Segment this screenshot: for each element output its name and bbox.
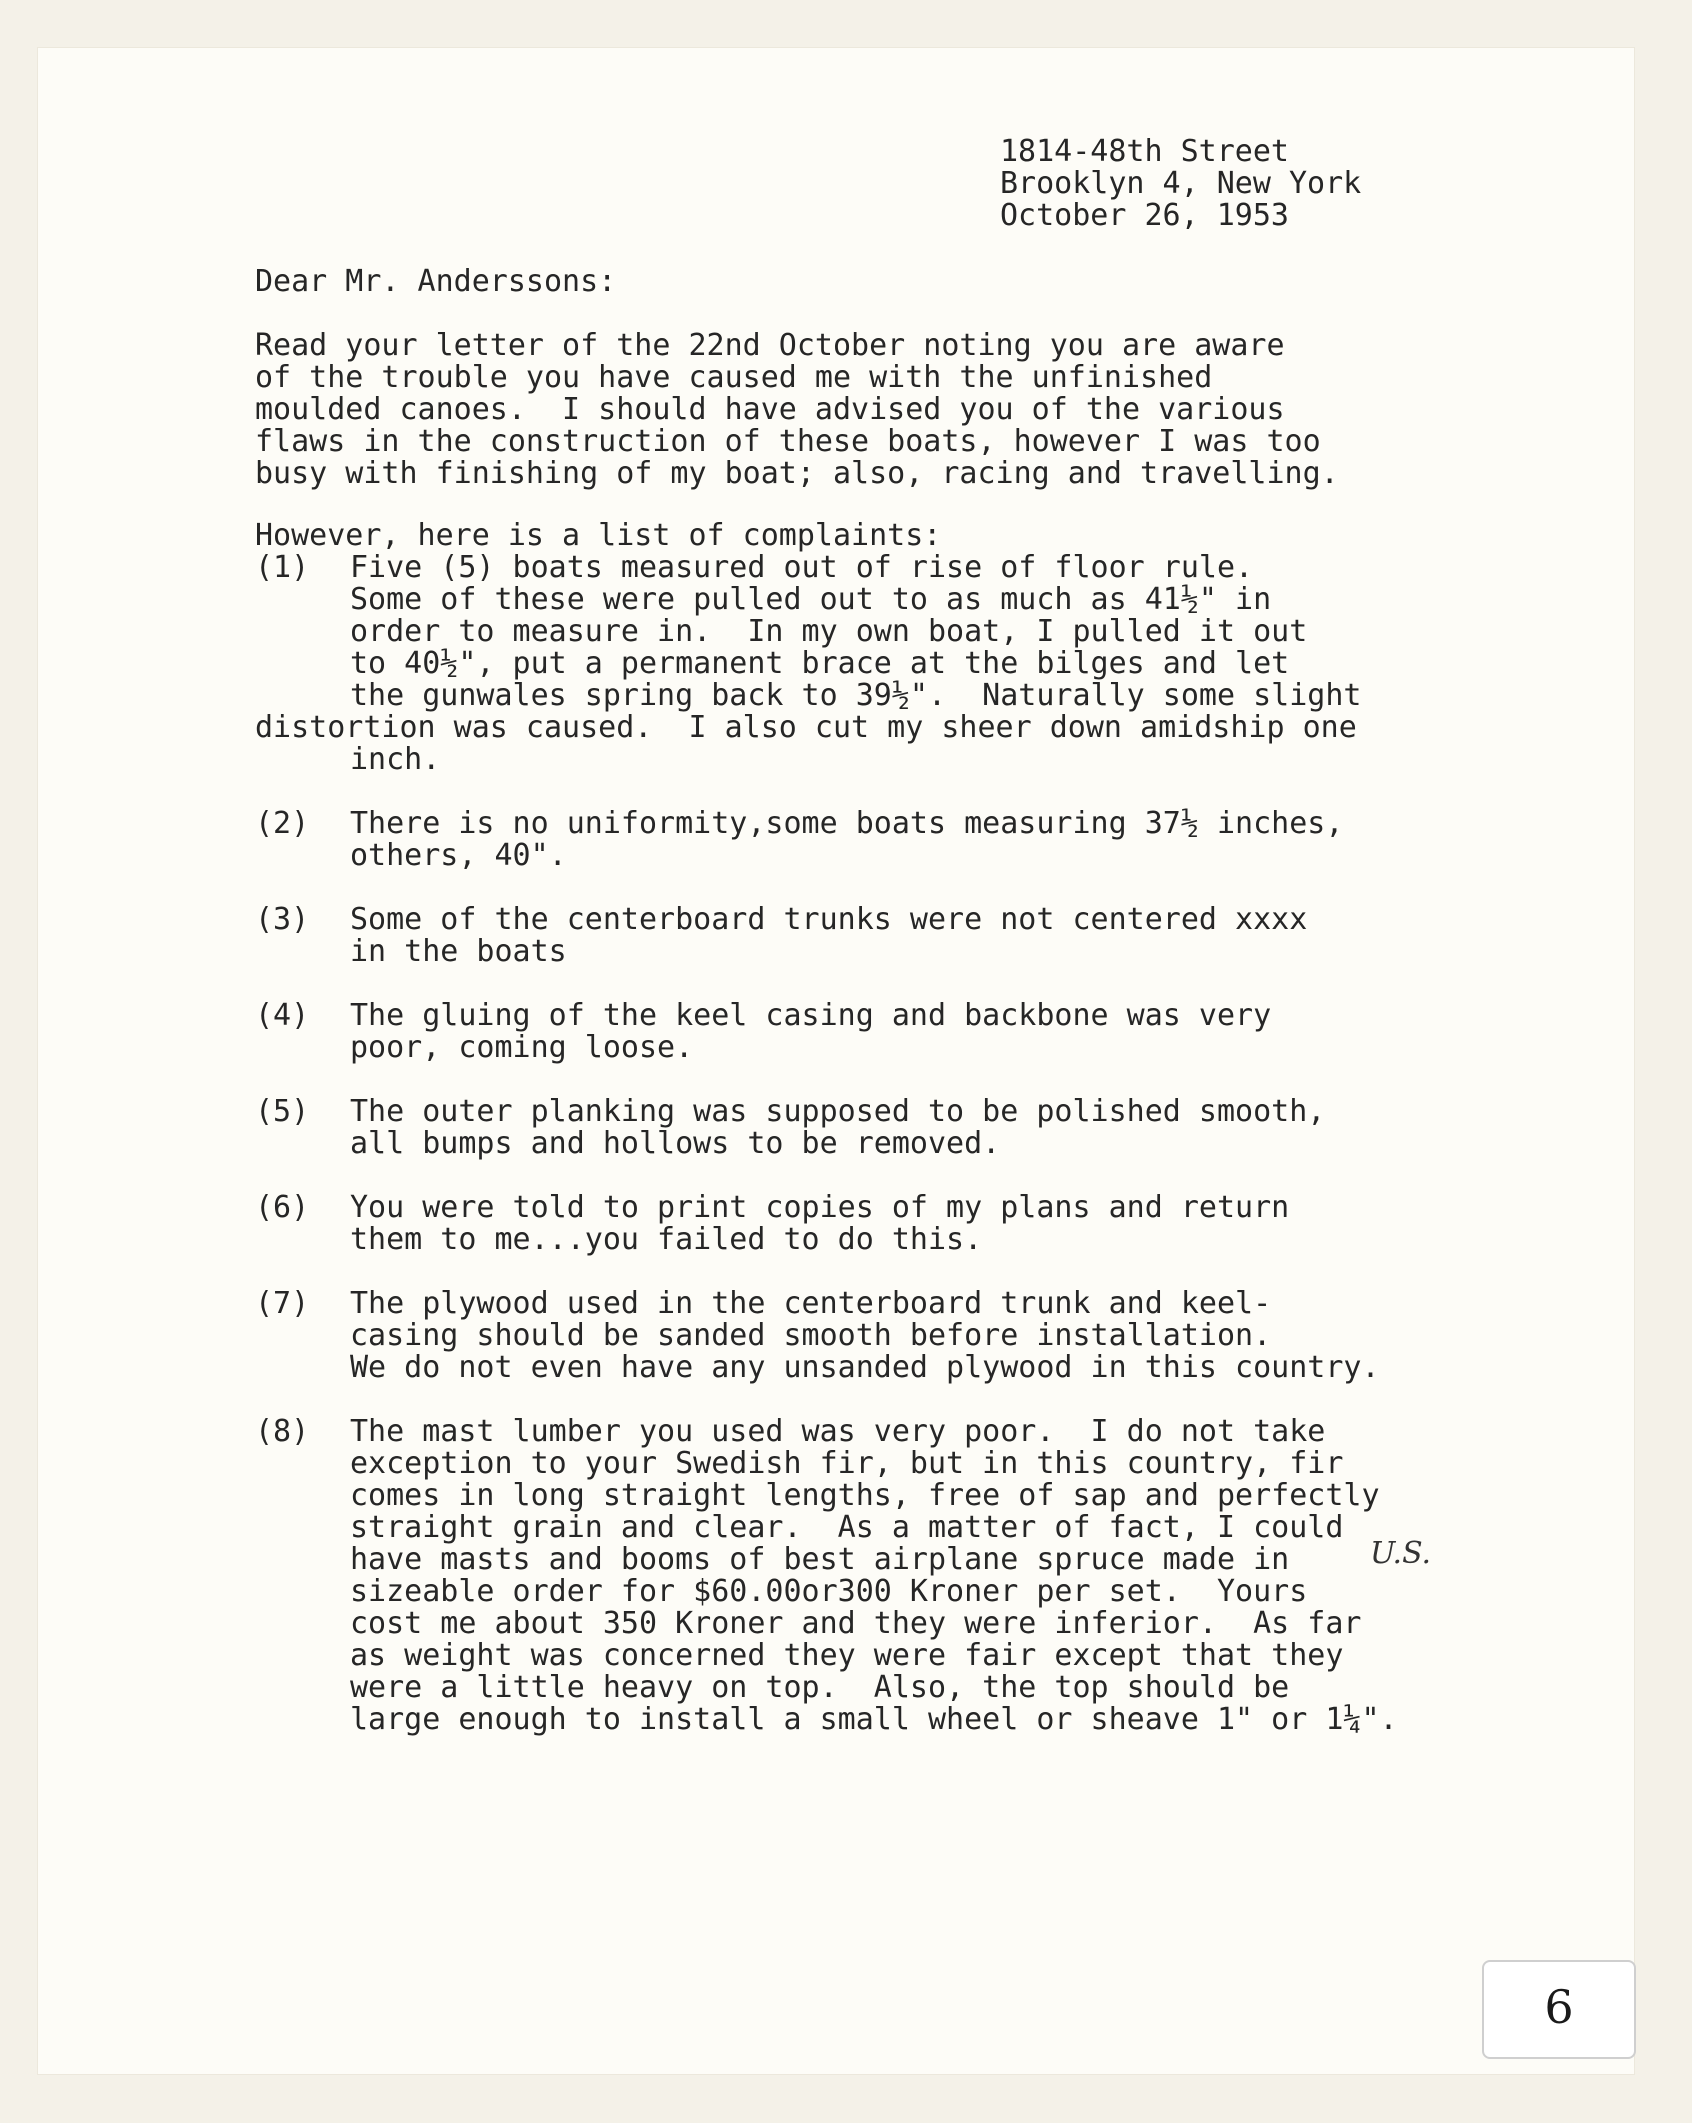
- complaint-line: in the boats: [350, 934, 567, 969]
- intro-line: busy with finishing of my boat; also, racing and travelling.: [255, 456, 1339, 491]
- address-city: Brooklyn 4, New York: [1000, 166, 1362, 201]
- complaint-number: (1): [255, 550, 310, 585]
- complaint-line: There is no uniformity,some boats measuring 37½ inches,: [350, 806, 1344, 841]
- complaint-line: We do not even have any unsanded plywood in this country.: [350, 1350, 1380, 1385]
- complaint-line: Some of these were pulled out to as much as 41½" in: [350, 582, 1272, 617]
- complaint-line: You were told to print copies of my plans and return: [350, 1190, 1290, 1225]
- complaint-line: comes in long straight lengths, free of sap and perfectly: [350, 1478, 1380, 1513]
- complaint-line: have masts and booms of best airplane spruce made in: [350, 1542, 1290, 1577]
- list-intro: However, here is a list of complaints:: [255, 518, 942, 553]
- complaint-line: the gunwales spring back to 39½". Naturally some slight: [350, 678, 1362, 713]
- complaint-line: to 40½", put a permanent brace at the bilges and let: [350, 646, 1290, 681]
- complaint-line: Five (5) boats measured out of rise of floor rule.: [350, 550, 1254, 585]
- intro-line: of the trouble you have caused me with the unfinished: [255, 360, 1213, 395]
- complaint-line: were a little heavy on top. Also, the top should be: [350, 1670, 1290, 1705]
- complaint-number: (2): [255, 806, 310, 841]
- complaint-line: all bumps and hollows to be removed.: [350, 1126, 1001, 1161]
- address-street: 1814-48th Street: [1000, 134, 1289, 169]
- complaint-line: cost me about 350 Kroner and they were inferior. As far: [350, 1606, 1362, 1641]
- page-number: 6: [1544, 1980, 1574, 2034]
- complaint-number: (5): [255, 1094, 310, 1129]
- complaint-line: exception to your Swedish fir, but in this country, fir: [350, 1446, 1344, 1481]
- complaint-line: distortion was caused. I also cut my sheer down amidship one: [255, 710, 1357, 745]
- intro-line: moulded canoes. I should have advised you of the various: [255, 392, 1285, 427]
- salutation: Dear Mr. Anderssons:: [255, 264, 617, 299]
- complaint-line: inch.: [350, 742, 441, 777]
- complaint-number: (6): [255, 1190, 310, 1225]
- complaint-line: The outer planking was supposed to be polished smooth,: [350, 1094, 1326, 1129]
- complaint-line: The plywood used in the centerboard trunk and keel-: [350, 1286, 1272, 1321]
- letter-date: October 26, 1953: [1000, 198, 1289, 233]
- complaint-line: as weight was concerned they were fair except that they: [350, 1638, 1344, 1673]
- complaint-number: (4): [255, 998, 310, 1033]
- complaint-line: order to measure in. In my own boat, I pulled it out: [350, 614, 1308, 649]
- complaint-line: them to me...you failed to do this.: [350, 1222, 983, 1257]
- complaint-line: sizeable order for $60.00or300 Kroner per set. Yours: [350, 1574, 1308, 1609]
- complaint-line: straight grain and clear. As a matter of fact, I could: [350, 1510, 1344, 1545]
- page-number-stamp: [1482, 1960, 1636, 2059]
- complaint-number: (7): [255, 1286, 310, 1321]
- handwritten-insert: U.S.: [1370, 1536, 1432, 1571]
- intro-line: Read your letter of the 22nd October noting you are aware: [255, 328, 1285, 363]
- complaint-line: The gluing of the keel casing and backbone was very: [350, 998, 1272, 1033]
- complaint-line: casing should be sanded smooth before installation.: [350, 1318, 1272, 1353]
- complaint-line: others, 40".: [350, 838, 567, 873]
- intro-line: flaws in the construction of these boats, however I was too: [255, 424, 1321, 459]
- complaint-number: (3): [255, 902, 310, 937]
- complaint-line: large enough to install a small wheel or sheave 1" or 1¼".: [350, 1702, 1398, 1737]
- complaint-number: (8): [255, 1414, 310, 1449]
- complaint-line: The mast lumber you used was very poor. I do not take: [350, 1414, 1326, 1449]
- complaint-line: Some of the centerboard trunks were not centered xxxx: [350, 902, 1308, 937]
- complaint-line: poor, coming loose.: [350, 1030, 694, 1065]
